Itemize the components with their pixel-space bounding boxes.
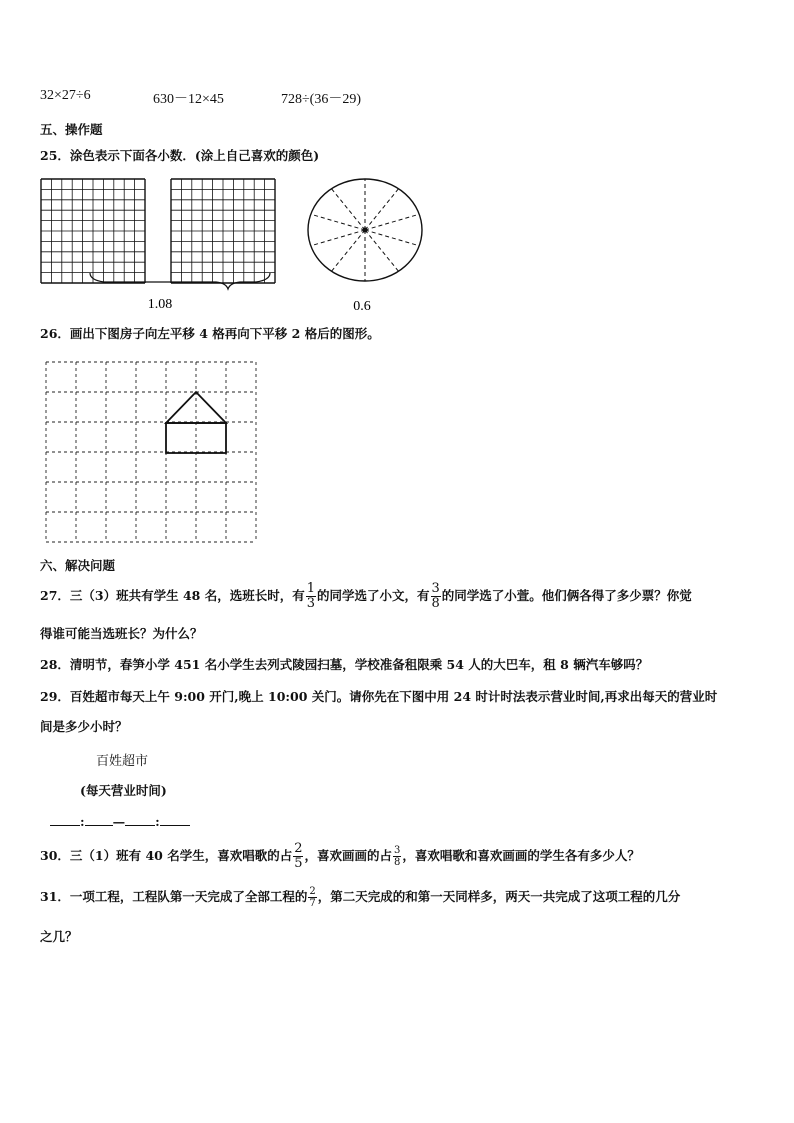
hundred-grid-1 (41, 179, 145, 283)
hours-answer-blanks[interactable]: : — : (50, 814, 190, 829)
question-27-line-1: 27．三（3）班共有学生 48 名，选班长时，有 $\frac{1}{3}$ 的同学选了小文，有 $\frac{3}{8}$ 的同学选了小萱。他们俩各得了多少票？你觉 (40, 581, 692, 611)
supermarket-sign-title: 百姓超市 (96, 754, 149, 769)
q26-grid-figure (40, 356, 264, 548)
q25-figure (36, 172, 436, 316)
supermarket-sign-subtitle: (每天营业时间) (80, 783, 167, 798)
question-28: 28．清明节，春笋小学 451 名小学生去列式陵园扫墓，学校准备租限乘 54 人的大巴车，租 8 辆汽车够吗？ (40, 657, 649, 672)
expression-2: 630－12×45 (153, 92, 224, 107)
fraction-2-7: $\frac{2}{7}$ (309, 886, 316, 909)
circle-tenths (308, 179, 422, 281)
section-title-solve: 六、解决问题 (40, 558, 116, 573)
expression-3: 728÷(36－29) (281, 92, 362, 107)
question-31-line-2: 之几？ (40, 929, 78, 944)
fraction-1-3: $\frac{1}{3}$ (306, 581, 315, 611)
question-31-line-1: 31．一项工程，工程队第一天完成了全部工程的 $\frac{2}{7}$ ，第二天完成的和第一天同样多，两天一共完成了这项工程的几分 (40, 886, 681, 909)
label-1-08: 1.08 (147, 297, 173, 312)
label-0-6: 0.6 (353, 299, 371, 314)
question-25: 25．涂色表示下面各小数．(涂上自己喜欢的颜色) (40, 148, 320, 163)
question-29-line-1: 29．百姓超市每天上午 9:00 开门,晚上 10:00 关门。请你先在下图中用 24 时计时法表示营业时间,再求出每天的营业时 (40, 689, 718, 704)
section-title-operation: 五、操作题 (40, 122, 103, 137)
question-29-line-2: 间是多少小时？ (40, 719, 128, 734)
question-30: 30．三（1）班有 40 名学生，喜欢唱歌的占 $\frac{2}{5}$ ，喜欢画画的占 $\frac{3}{8}$ ，喜欢唱歌和喜欢画画的学生各有多少人？ (40, 841, 640, 871)
fraction-3-8-b: $\frac{3}{8}$ (394, 845, 401, 868)
grid-brace (90, 273, 270, 289)
fraction-3-8: $\frac{3}{8}$ (431, 581, 440, 611)
fraction-2-5: $\frac{2}{5}$ (294, 841, 303, 871)
hundred-grid-2 (171, 179, 275, 283)
expression-1: 32×27÷6 (40, 88, 91, 103)
question-26: 26．画出下图房子向左平移 4 格再向下平移 2 格后的图形。 (40, 326, 380, 341)
question-27-line-2: 得谁可能当选班长？为什么？ (40, 626, 203, 641)
dashed-grid (46, 362, 256, 542)
